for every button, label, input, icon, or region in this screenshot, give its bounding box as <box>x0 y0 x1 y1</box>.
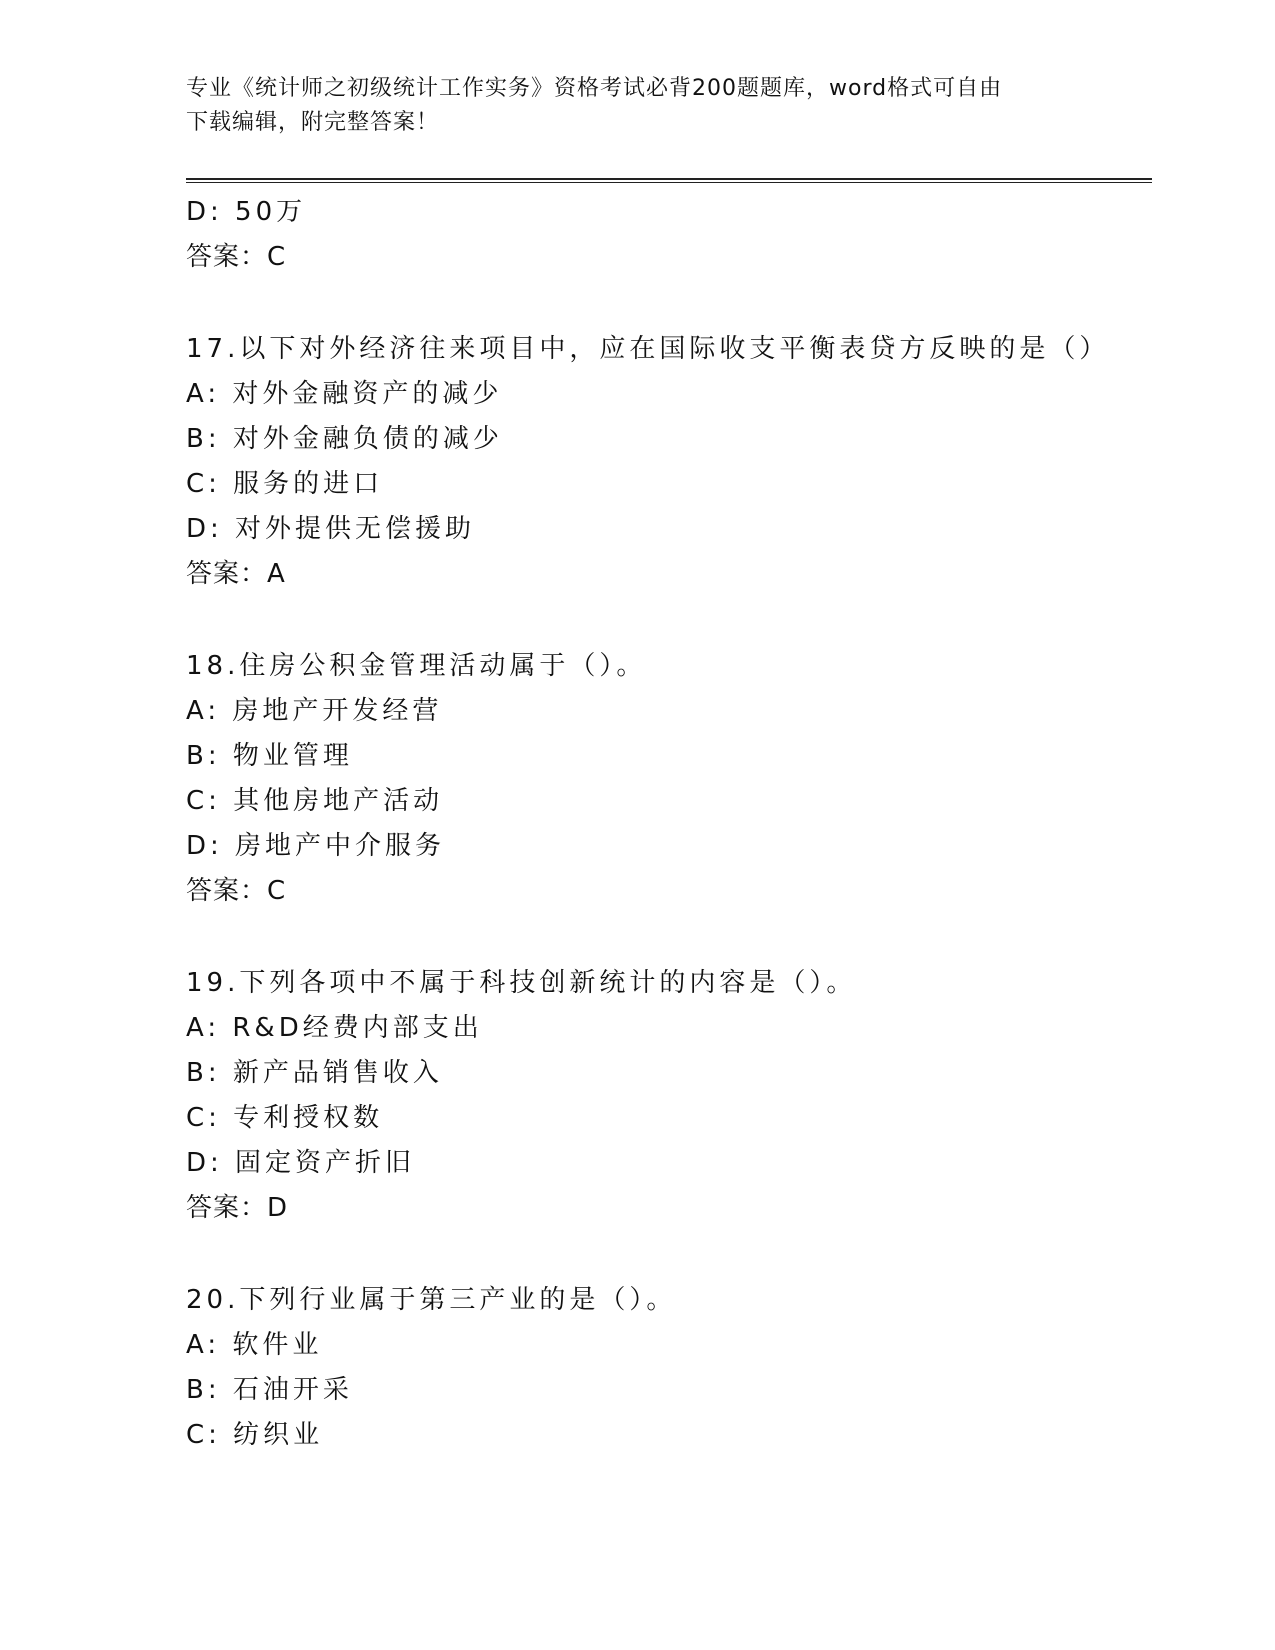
question-stem: 17.以下对外经济往来项目中，应在国际收支平衡表贷方反映的是（） <box>186 334 1110 364</box>
spacer <box>186 1231 1152 1278</box>
question-19 <box>186 961 1152 1231</box>
spacer <box>186 597 1152 644</box>
header-divider <box>186 178 1152 183</box>
option-c: C: 纺织业 <box>186 1420 324 1450</box>
option-b: B: 物业管理 <box>186 741 353 771</box>
option-a: A: 软件业 <box>186 1330 323 1360</box>
prev-option-d: D: 50万 <box>186 197 307 227</box>
question-stem: 18.住房公积金管理活动属于（）。 <box>186 651 647 681</box>
option-c: C: 其他房地产活动 <box>186 786 444 816</box>
option-b: B: 对外金融负债的减少 <box>186 424 503 454</box>
option-d: D: 房地产中介服务 <box>186 831 446 861</box>
header-title-line-2: 下载编辑，附完整答案！ <box>186 110 440 135</box>
prev-answer: 答案：C <box>186 242 287 272</box>
header-title-line-1: 专业《统计师之初级统计工作实务》资格考试必背200题题库，word格式可自由 <box>186 76 1003 101</box>
question-stem: 19.下列各项中不属于科技创新统计的内容是（）。 <box>186 968 857 998</box>
question-20 <box>186 1278 1152 1458</box>
answer: 答案：A <box>186 559 286 589</box>
document-header <box>186 72 1066 140</box>
option-c: C: 服务的进口 <box>186 469 384 499</box>
spacer <box>186 280 1152 327</box>
option-a: A: 对外金融资产的减少 <box>186 379 503 409</box>
question-18 <box>186 644 1152 914</box>
option-b: B: 新产品销售收入 <box>186 1058 443 1088</box>
option-d: D: 对外提供无偿援助 <box>186 514 476 544</box>
question-stem: 20.下列行业属于第三产业的是（）。 <box>186 1285 677 1315</box>
spacer <box>186 914 1152 961</box>
option-a: A: R&D经费内部支出 <box>186 1013 483 1043</box>
answer: 答案：C <box>186 876 287 906</box>
option-a: A: 房地产开发经营 <box>186 696 443 726</box>
question-list <box>186 190 1152 1458</box>
option-d: D: 固定资产折旧 <box>186 1148 416 1178</box>
answer: 答案：D <box>186 1193 289 1223</box>
option-b: B: 石油开采 <box>186 1375 353 1405</box>
question-17 <box>186 327 1152 597</box>
option-c: C: 专利授权数 <box>186 1103 384 1133</box>
